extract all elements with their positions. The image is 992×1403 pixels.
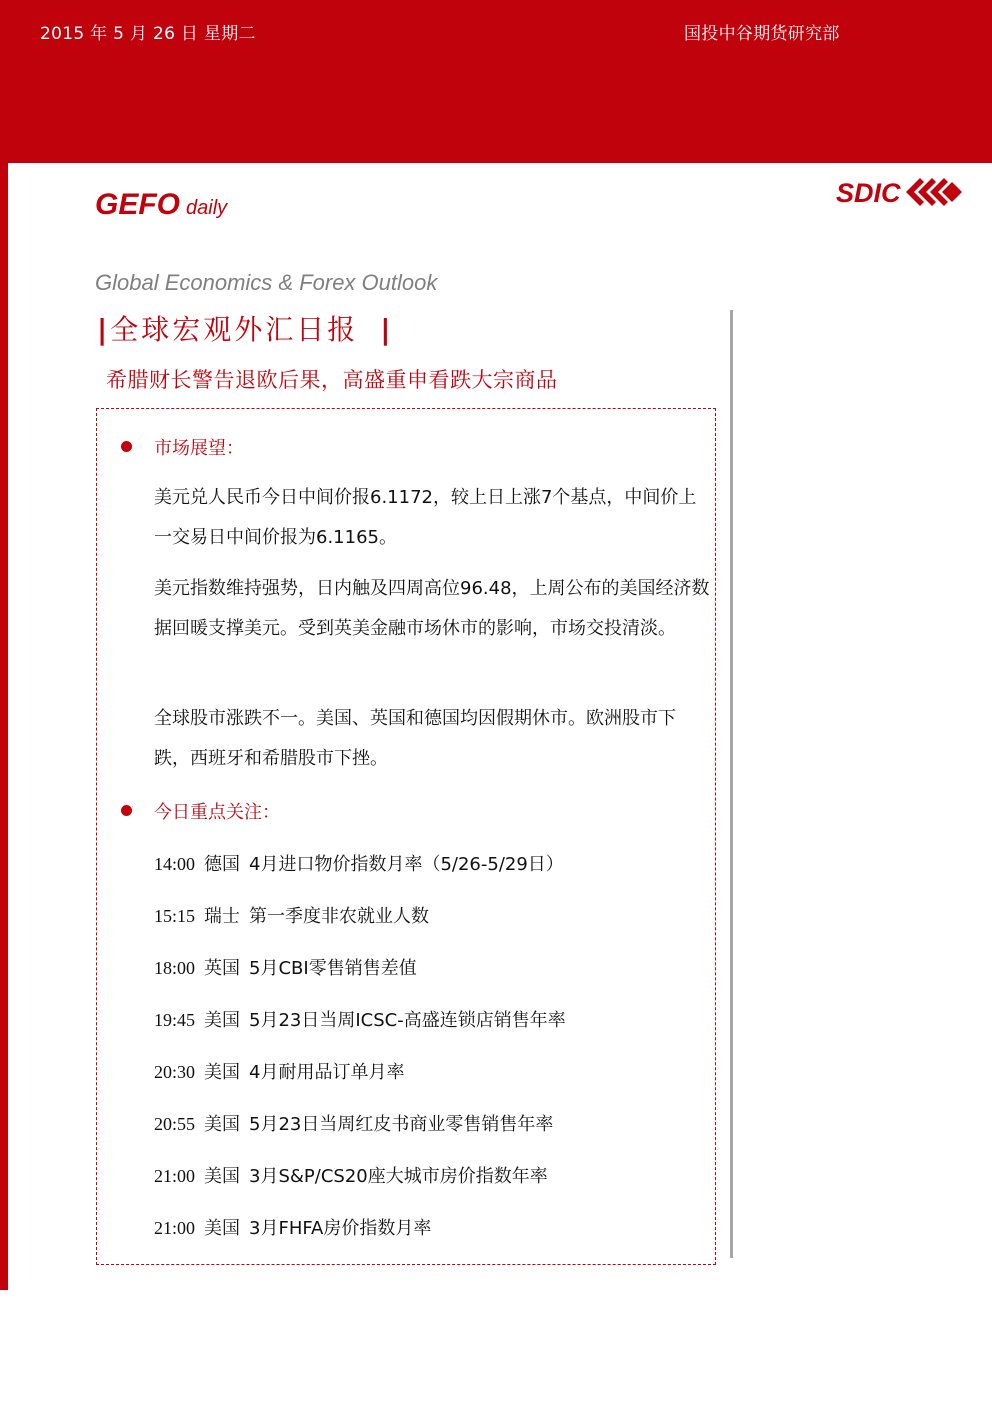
left-accent-strip xyxy=(0,163,8,1290)
schedule-time: 20:55 xyxy=(154,1114,196,1134)
schedule-item xyxy=(154,850,564,876)
report-title-text: 全球宏观外汇日报 xyxy=(110,313,359,346)
market-paragraph: 全球股市涨跌不一。美国、英国和德国均因假期休市。欧洲股市下跌，西班牙和希腊股市下挫。 xyxy=(154,708,676,769)
sdic-diamond-mark xyxy=(906,178,962,206)
schedule-event: 第一季度非农就业人数 xyxy=(249,906,430,927)
schedule-time: 18:00 xyxy=(154,958,196,978)
schedule-country: 美国 xyxy=(204,1114,241,1135)
research-department: 国投中谷期货研究部 xyxy=(684,24,840,44)
vertical-rule xyxy=(730,310,733,1258)
schedule-event: 5月CBI零售销售差值 xyxy=(249,958,417,979)
schedule-country: 瑞士 xyxy=(204,906,241,927)
schedule-time: 20:30 xyxy=(154,1062,196,1082)
report-title xyxy=(97,308,393,348)
title-bar-right: | xyxy=(380,313,394,346)
schedule-country: 美国 xyxy=(204,1010,241,1031)
schedule-item xyxy=(154,902,429,928)
schedule-event: 5月23日当周红皮书商业零售销售年率 xyxy=(249,1114,554,1135)
schedule-item xyxy=(154,1214,431,1240)
schedule-event: 3月S&P/CS20座大城市房价指数年率 xyxy=(249,1166,548,1187)
market-paragraph: 美元兑人民币今日中间价报6.1172，较上日上涨7个基点，中间价上一交易日中间价报为6.1165。 xyxy=(154,487,697,548)
schedule-item xyxy=(154,1006,566,1032)
schedule-time: 14:00 xyxy=(154,854,196,874)
report-date: 2015 年 5 月 26 日 星期二 xyxy=(40,24,256,44)
schedule-time: 15:15 xyxy=(154,906,196,926)
schedule-country: 美国 xyxy=(204,1166,241,1187)
schedule-country: 美国 xyxy=(204,1062,241,1083)
schedule-country: 德国 xyxy=(204,854,241,875)
schedule-item xyxy=(154,954,417,980)
gefo-name: GEFO xyxy=(95,188,181,221)
gefo-brand xyxy=(95,188,227,222)
schedule-time: 21:00 xyxy=(154,1166,196,1186)
schedule-time: 19:45 xyxy=(154,1010,196,1030)
market-outlook-heading: 市场展望： xyxy=(154,438,244,459)
sdic-logo xyxy=(836,175,962,209)
schedule-time: 21:00 xyxy=(154,1218,196,1238)
schedule-event: 4月耐用品订单月率 xyxy=(249,1062,405,1083)
schedule-item xyxy=(154,1058,404,1084)
title-bar-left: | xyxy=(97,313,111,346)
market-paragraph: 美元指数维持强势，日内触及四周高位96.48，上周公布的美国经济数据回暖支撑美元。受到英美金融市场休市的影响，市场交投清淡。 xyxy=(154,578,710,639)
schedule-event: 3月FHFA房价指数月率 xyxy=(249,1218,432,1239)
schedule-event: 4月进口物价指数月率（5/26-5/29日） xyxy=(249,854,564,875)
headline: 希腊财长警告退欧后果，高盛重申看跌大宗商品 xyxy=(106,368,558,392)
schedule-item xyxy=(154,1162,548,1188)
focus-heading: 今日重点关注： xyxy=(154,802,280,823)
bullet-icon xyxy=(121,805,132,816)
gefo-daily: daily xyxy=(186,197,228,219)
sdic-logo-text: SDIC xyxy=(836,178,901,208)
schedule-event: 5月23日当周ICSC-高盛连锁店销售年率 xyxy=(249,1010,566,1031)
schedule-country: 英国 xyxy=(204,958,241,979)
schedule-item xyxy=(154,1110,553,1136)
bullet-icon xyxy=(121,441,132,452)
schedule-country: 美国 xyxy=(204,1218,241,1239)
tagline: Global Economics & Forex Outlook xyxy=(95,270,438,295)
